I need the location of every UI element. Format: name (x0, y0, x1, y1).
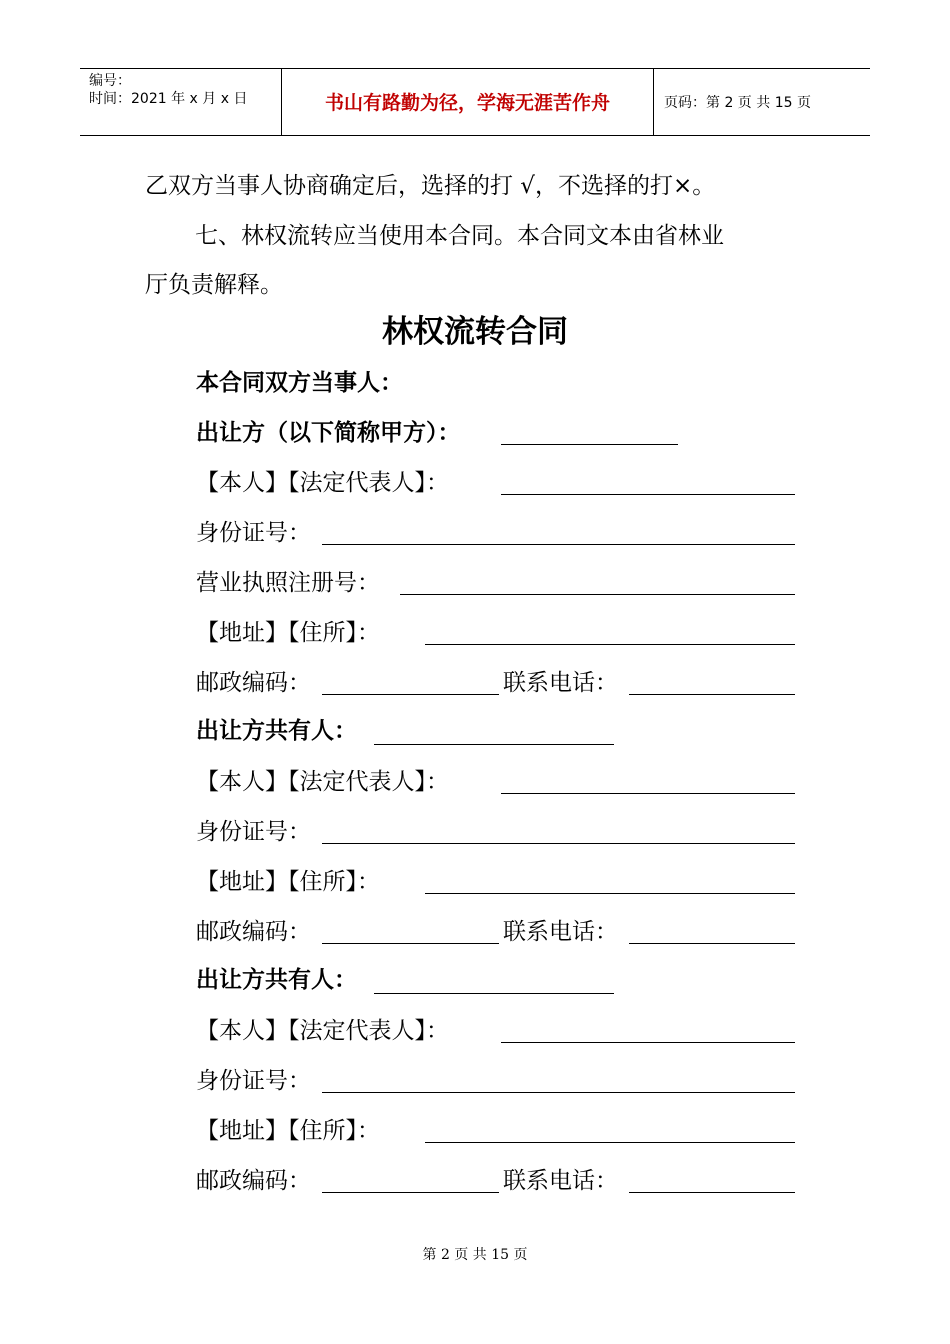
representative-label: 【本人】【法定代表人】： (196, 470, 449, 496)
postal-code-label: 邮政编码： (196, 670, 311, 696)
id-number-label: 身份证号： (196, 520, 311, 546)
address-blank[interactable] (425, 1142, 795, 1143)
phone-blank[interactable] (629, 1192, 795, 1193)
representative-blank[interactable] (501, 793, 795, 794)
id-number-label: 身份证号： (196, 1068, 311, 1094)
header-page-cell (654, 69, 870, 135)
intro-line-3: 厅负责解释。 (145, 272, 283, 298)
id-number-label: 身份证号： (196, 819, 311, 845)
representative-blank[interactable] (501, 494, 795, 495)
address-blank[interactable] (425, 893, 795, 894)
representative-label: 【本人】【法定代表人】： (196, 769, 449, 795)
document-date: 时间：2021 年 x 月 x 日 (89, 91, 248, 107)
phone-blank[interactable] (629, 943, 795, 944)
postal-code-blank[interactable] (322, 1192, 499, 1193)
co-owner-blank[interactable] (374, 993, 614, 994)
intro-line-2: 七、林权流转应当使用本合同。本合同文本由省林业 (195, 223, 724, 249)
id-number-blank[interactable] (322, 843, 795, 844)
header-slogan: 书山有路勤为径，学海无涯苦作舟 (324, 92, 610, 114)
id-number-blank[interactable] (322, 1092, 795, 1093)
business-license-blank[interactable] (400, 594, 795, 595)
page-footer: 第 2 页 共 15 页 (422, 1247, 528, 1263)
business-license-label: 营业执照注册号： (196, 570, 380, 596)
address-label: 【地址】【住所】： (196, 1118, 380, 1144)
co-owner-blank[interactable] (374, 744, 614, 745)
id-number-blank[interactable] (322, 544, 795, 545)
parties-heading: 本合同双方当事人： (196, 370, 403, 396)
header-slogan-cell (282, 69, 654, 135)
transferor-blank[interactable] (501, 444, 678, 445)
address-blank[interactable] (425, 644, 795, 645)
postal-code-blank[interactable] (322, 943, 499, 944)
co-owner-heading: 出让方共有人： (196, 718, 357, 744)
postal-code-label: 邮政编码： (196, 919, 311, 945)
co-owner-heading: 出让方共有人： (196, 967, 357, 993)
intro-line-1: 乙双方当事人协商确定后，选择的打 √，不选择的打×。 (145, 173, 716, 199)
phone-blank[interactable] (629, 694, 795, 695)
header-meta-cell (80, 69, 282, 135)
contract-title: 林权流转合同 (382, 314, 568, 350)
document-number-label: 编号： (89, 73, 131, 89)
address-label: 【地址】【住所】： (196, 869, 380, 895)
address-label: 【地址】【住所】： (196, 620, 380, 646)
page-header (80, 68, 870, 136)
phone-label: 联系电话： (503, 670, 618, 696)
header-page-info: 页码：第 2 页 共 15 页 (664, 95, 811, 111)
phone-label: 联系电话： (503, 1168, 618, 1194)
representative-blank[interactable] (501, 1042, 795, 1043)
transferor-label: 出让方（以下简称甲方）： (196, 420, 461, 446)
representative-label: 【本人】【法定代表人】： (196, 1018, 449, 1044)
postal-code-label: 邮政编码： (196, 1168, 311, 1194)
phone-label: 联系电话： (503, 919, 618, 945)
postal-code-blank[interactable] (322, 694, 499, 695)
